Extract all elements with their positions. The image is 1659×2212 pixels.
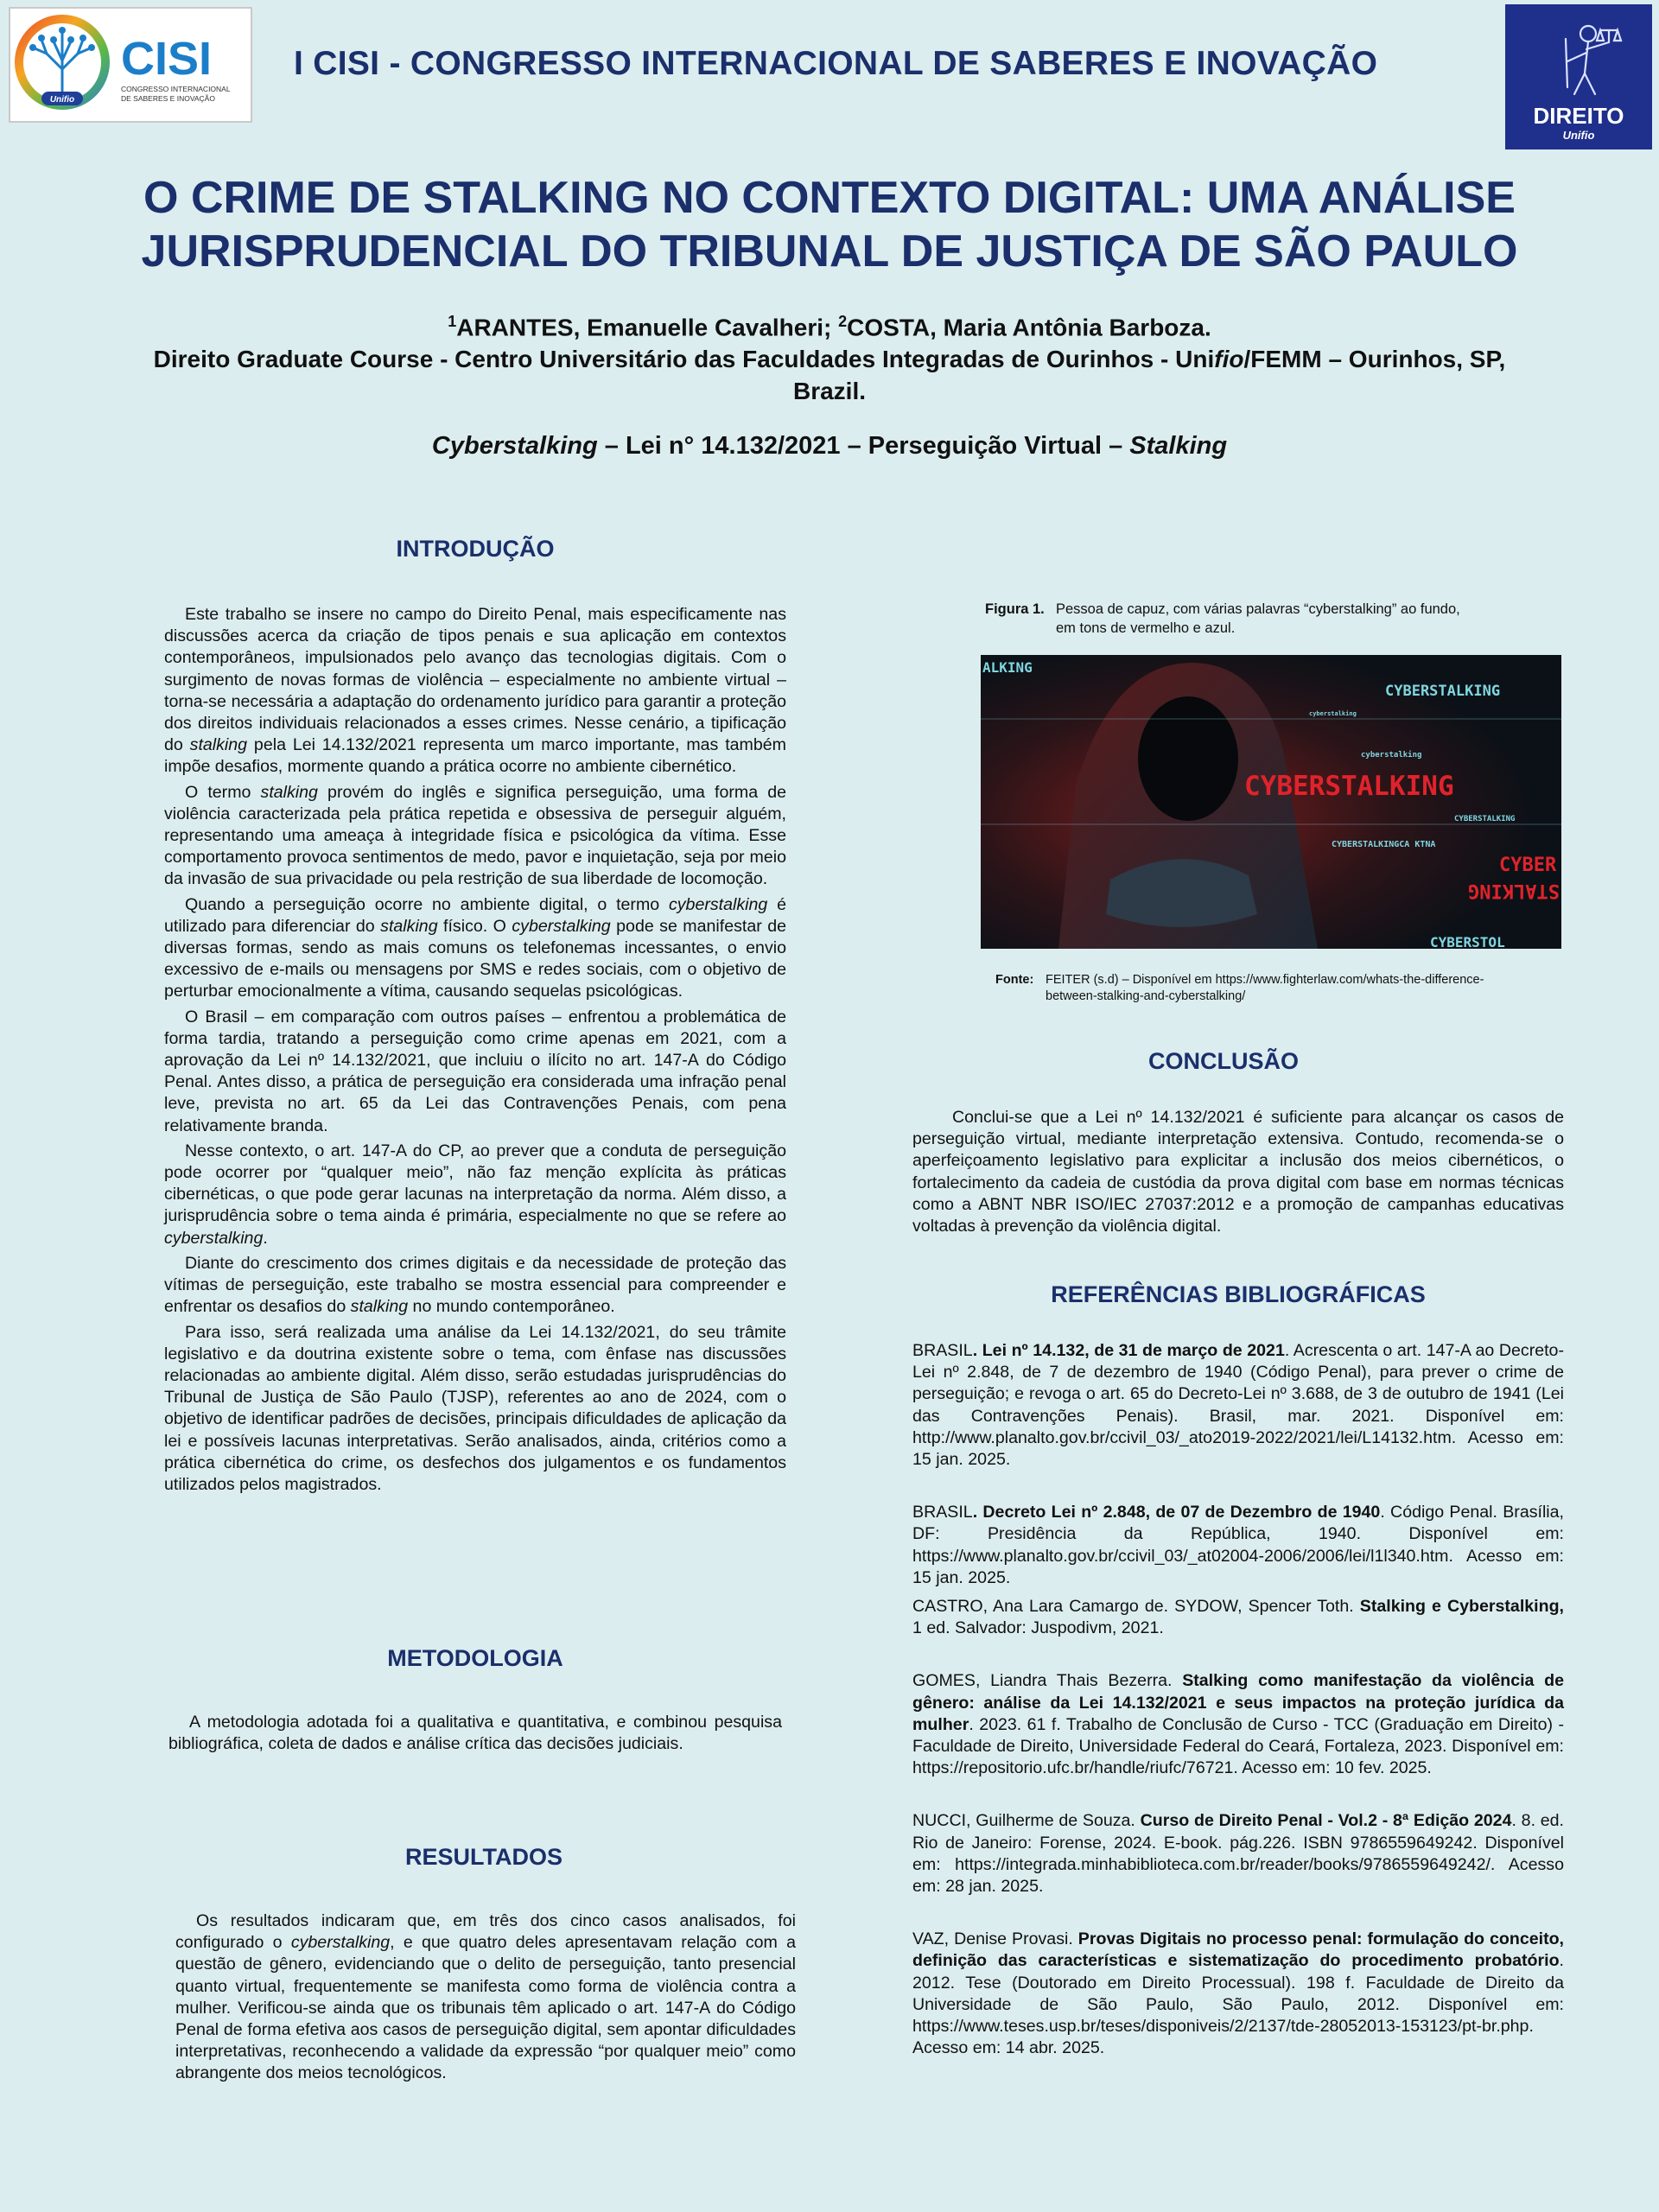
method-heading: METODOLOGIA <box>387 1645 563 1671</box>
ref-2-detail: . Código Penal. Brasília, DF: Presidência da República, 1940. Disponível em: https://www.planalto.gov.br/ccivil_03/_at02004-2006/2006/lei/l1l340.htm. Acesso em: 15 jan. 2025. <box>912 1503 1564 1587</box>
author-2: COSTA, Maria Antônia Barboza. <box>847 314 1211 341</box>
intro-paragraph-1 <box>164 604 786 779</box>
cisi-logo-subtitle-2: DE SABERES E INOVAÇÃO <box>121 94 215 103</box>
direito-logo-badge: Unifio <box>1562 129 1595 142</box>
intro-p1-text-a: Este trabalho se insere no campo do Direito Penal, mais especificamente nas discussões acerca da criação de tipos penais e sua aplicação em contextos contemporâneos, impulsionados pelo avanço das tecnologias digitais. Com o surgimento de novas formas de violência – especialmente no ambiente virtual – torna-se necessária a adaptação do ordenamento jurídico para garantir a proteção dos direitos individuais relacionados a esses crimes. Nesse cenário, a tipificação do <box>164 605 786 755</box>
figure-source-line-2: between-stalking-and-cyberstalking/ <box>1046 989 1246 1003</box>
intro-p5-text-c: . <box>263 1228 268 1248</box>
image-word-9: CYBERSTOL <box>1430 934 1505 949</box>
results-p1-text-c: , e que quatro deles apresentavam relação com a questão de gênero, evidenciando que o delito de perseguição, tanto presencial quanto virtual, frequentemente se manifesta como forma de violência contra a mulher. Verificou-se ainda que os tribunais têm aplicado o art. 147-A do Código Penal de forma efetiva aos casos de perseguição digital, sem apontar dificuldades interpretativas, reconhecendo a validade da expressão “por qualquer meio” como abrangente dos meios tecnológicos. <box>175 1933 796 2083</box>
ref-6-detail: . 2012. Tese (Doutorado em Direito Processual). 198 f. Faculdade de Direito da Universidade de São Paulo, São Paulo, 2012. Disponível em: https://www.teses.usp.br/teses/disponiveis/2/2137/tde-28052013-153123/pt-br.php. Acesso em: 14 abr. 2025. <box>912 1951 1564 2058</box>
ref-5-title: Curso de Direito Penal - Vol.2 - 8ª Edição 2024 <box>1140 1811 1512 1831</box>
hooded-figure-illustration <box>981 655 1561 949</box>
ref-3-author: CASTRO, Ana Lara Camargo de. SYDOW, Spencer Toth. <box>912 1597 1360 1617</box>
ref-2-author: BRASIL <box>912 1503 973 1522</box>
image-word-3: cyberstalking <box>1361 751 1422 760</box>
reference-5 <box>912 1810 1564 1897</box>
affiliation-italic: fio <box>1214 346 1244 373</box>
ref-4-author: GOMES, Liandra Thais Bezerra. <box>912 1671 1183 1691</box>
reference-4 <box>912 1670 1564 1779</box>
results-p1-text-a: Os resultados indicaram que, em três dos cinco casos analisados, foi configurado o <box>175 1911 796 1953</box>
affiliation-pre: Direito Graduate Course - Centro Universitário das Faculdades Integradas de Ourinhos - Uni <box>153 346 1215 373</box>
results-heading: RESULTADOS <box>405 1844 563 1870</box>
poster-title <box>86 171 1573 278</box>
intro-heading: INTRODUÇÃO <box>396 536 555 562</box>
figure-caption-line-1: Pessoa de capuz, com várias palavras “cyberstalking” ao fundo, <box>1056 601 1460 617</box>
reference-3 <box>912 1596 1564 1639</box>
ref-5-detail: . 8. ed. Rio de Janeiro: Forense, 2024. E-book. pág.226. ISBN 9786559649242. Disponível em: https://integrada.minhabiblioteca.com.br/reader/books/9786559649242/. Acesso em: 28 jan. 2025. <box>912 1811 1564 1897</box>
direito-logo <box>1505 4 1652 149</box>
unifio-badge-text: Unifio <box>49 95 75 105</box>
figure-caption <box>985 600 1521 638</box>
affiliation-line-2: Brazil. <box>792 378 867 405</box>
results-paragraph-1 <box>175 1910 796 2085</box>
conclusion-heading: CONCLUSÃO <box>1148 1048 1299 1074</box>
intro-p3-text-a: Quando a perseguição ocorre no ambiente digital, o termo <box>185 894 669 914</box>
image-word-10: cyberstalking <box>1309 710 1357 717</box>
intro-p3-italic-d: stalking <box>380 916 438 936</box>
image-word-8-mirrored: STALKING <box>1468 880 1560 901</box>
intro-paragraph-4: O Brasil – em comparação com outros países – enfrentou a problemática de forma tardia, tratando a perseguição como crime apenas em 2021, com a aprovação da Lei nº 14.132/2021, que incluiu o ilícito no art. 147-A do Código Penal. Antes disso, a prática de perseguição era considerada uma infração penal leve, prevista no art. 65 da Lei das Contravenções Penais, com pena relativamente branda. <box>164 1007 786 1135</box>
figure-source-line-1: FEITER (s.d) – Disponível em https://www.fighterlaw.com/whats-the-difference- <box>1046 973 1484 987</box>
direito-logo-text: DIREITO <box>1533 103 1624 129</box>
intro-p3-text-c: é utilizado para diferenciar do <box>164 894 786 936</box>
references-list <box>912 1340 1564 2068</box>
intro-paragraph-6 <box>164 1253 786 1319</box>
justice-statue-icon <box>1505 4 1652 149</box>
author-1-superscript: 1 <box>448 313 457 330</box>
figure-image-hooded-person <box>981 655 1561 949</box>
intro-p3-italic-f: cyberstalking <box>512 916 611 936</box>
method-paragraph-1: A metodologia adotada foi a qualitativa e quantitativa, e combinou pesquisa bibliográfica, coleta de dados e análise crítica das decisões judiciais. <box>168 1713 782 1754</box>
references-heading: REFERÊNCIAS BIBLIOGRÁFICAS <box>1051 1281 1426 1307</box>
cisi-logo <box>9 7 252 123</box>
keyword-stalking: Stalking <box>1129 432 1228 460</box>
intro-paragraph-3 <box>164 894 786 1003</box>
intro-paragraph-5 <box>164 1141 786 1249</box>
intro-p3-text-g: pode se manifestar de diversas formas, sendo as mais comuns os telefonemas incessantes, o envio excessivo de e-mails ou mensagens por SMS e redes sociais, com o objetivo de perturbar emocionalmente a vítima, causando sequelas psicológicas. <box>164 916 787 1001</box>
keywords-line <box>69 432 1590 461</box>
ref-1-title: . Lei nº 14.132, de 31 de março de 2021 <box>972 1341 1285 1360</box>
conclusion-paragraph-1: Conclui-se que a Lei nº 14.132/2021 é suficiente para alcançar os casos de perseguição virtual, mediante interpretação extensiva. Contudo, recomenda-se o aperfeiçoamento legislativo para explicitar a inclusão dos meios cibernéticos, o fortalecimento da cadeia de custódia da prova digital com base em normas técnicas como a ABNT NBR ISO/IEC 27037:2012 e a promoção de campanhas educativas voltadas à prevenção da violência digital. <box>912 1108 1564 1236</box>
intro-p6-text-c: no mundo contemporâneo. <box>408 1297 615 1317</box>
reference-1 <box>912 1340 1564 1471</box>
image-word-4: CYBERSTALKING <box>1244 771 1454 802</box>
intro-p3-italic-b: cyberstalking <box>668 894 768 914</box>
poster-title-line-1: O CRIME DE STALKING NO CONTEXTO DIGITAL: UMA ANÁLISE <box>143 173 1516 223</box>
intro-paragraph-2 <box>164 782 786 891</box>
figure-label: Figura 1. <box>985 601 1045 617</box>
method-body <box>168 1712 782 1758</box>
image-word-1: ALKING <box>982 659 1033 676</box>
intro-p6-text-a: Diante do crescimento dos crimes digitais e da necessidade de proteção das vítimas de perseguição, este trabalho se mostra essencial para compreender e enfrentar os desafios do <box>164 1253 786 1317</box>
figure-caption-row <box>985 600 1521 638</box>
image-word-5: CYBERSTALKING <box>1454 815 1516 823</box>
intro-p5-text-a: Nesse contexto, o art. 147-A do CP, ao prever que a conduta de perseguição pode ocorrer por “qualquer meio”, não faz menção explícita às práticas cibernéticas, o que pode gerar lacunas na interpretação da norma. Além disso, a jurisprudência sobre o tema ainda é primária, especialmente no que se refere ao <box>164 1141 786 1226</box>
figure-source-row <box>995 972 1531 1005</box>
intro-p5-italic: cyberstalking <box>164 1228 264 1248</box>
keyword-middle: – Lei n° 14.132/2021 – Perseguição Virtual – <box>597 432 1130 460</box>
image-word-7: CYBER <box>1499 855 1557 876</box>
intro-p2-text-a: O termo <box>185 782 261 802</box>
intro-p3-text-e: físico. O <box>437 916 512 936</box>
ref-1-detail: . Acrescenta o art. 147-A ao Decreto-Lei nº 2.848, de 7 de dezembro de 1940 (Código Penal), para prever o crime de perseguição; e revoga o art. 65 do Decreto-Lei nº 3.688, de 3 de outubro de 1941 (Lei das Contravenções Penais). Brasil, mar. 2021. Disponível em: http://www.planalto.gov.br/ccivil_03/_ato2019-2022/2021/lei/L14132.htm. Acesso em: 15 jan. 2025. <box>912 1341 1564 1470</box>
ref-6-title: Provas Digitais no processo penal: formulação do conceito, definição das características e sistematização do procedimento probatório <box>912 1929 1565 1971</box>
cisi-tree-logo-icon <box>10 9 251 121</box>
image-word-6: CYBERSTALKINGCA KTNA <box>1332 840 1436 849</box>
intro-p2-text-c: provém do inglês e significa perseguição, uma forma de violência caracterizada pela prática repetida e obsessiva de perseguir alguém, representando uma ameaça à integridade física e psicológica da vítima. Esse comportamento provoca sentimentos de medo, pavor e inquietação, seja por meio da invasão de sua privacidade ou pela restrição de sua liberdade de locomoção. <box>164 782 786 889</box>
figure-source-label: Fonte: <box>995 973 1034 987</box>
ref-5-author: NUCCI, Guilherme de Souza. <box>912 1811 1141 1831</box>
author-2-superscript: 2 <box>838 313 848 330</box>
author-line <box>69 306 1590 343</box>
ref-3-title: Stalking e Cyberstalking, <box>1359 1597 1564 1617</box>
ref-3-detail: 1 ed. Salvador: Juspodivm, 2021. <box>912 1618 1164 1638</box>
ref-4-title: Stalking como manifestação da violência de gênero: análise da Lei 14.132/2021 e seus impactos na proteção jurídica da mulher <box>912 1671 1565 1734</box>
ref-4-detail: . 2023. 61 f. Trabalho de Conclusão de Curso - TCC (Graduação em Direito) - Faculdade de Direito, Universidade Federal do Ceará, Fortaleza, 2023. Disponível em: https://repositorio.ufc.br/handle/riufc/76721. Acesso em: 10 fev. 2025. <box>912 1714 1564 1778</box>
intro-p1-italic: stalking <box>189 735 248 755</box>
reference-6 <box>912 1929 1564 2059</box>
intro-p1-text-c: pela Lei 14.132/2021 representa um marco importante, mas também impõe desafios, mormente quando a prática ocorre no ambiente cibernético. <box>164 735 786 777</box>
affiliation-line <box>69 343 1590 375</box>
results-p1-italic: cyberstalking <box>290 1933 391 1953</box>
affiliation-post: /FEMM – Ourinhos, SP, <box>1243 346 1506 373</box>
cisi-logo-text: CISI <box>121 33 213 85</box>
results-body <box>175 1910 796 2088</box>
intro-p2-italic: stalking <box>260 782 318 802</box>
conclusion-body <box>912 1107 1564 1241</box>
intro-p6-italic: stalking <box>350 1297 409 1317</box>
figure-caption-text <box>1056 600 1460 638</box>
intro-paragraph-7: Para isso, será realizada uma análise da Lei 14.132/2021, do seu trâmite legislativo e da doutrina existente sobre o tema, com ênfase nas discussões relacionadas ao ambiente digital. Além disso, serão estudadas jurisprudências do Tribunal de Justiça de São Paulo (TJSP), referentes ao ano de 2024, com o objetivo de identificar padrões de decisões, principais dificuldades de aplicação da lei e possíveis lacunas interpretativas. Serão analisados, ainda, critérios como a prática cibernética do crime, os desfechos dos julgamentos e os fundamentos utilizados pelos magistrados. <box>164 1322 786 1494</box>
keyword-cyberstalking: Cyberstalking <box>431 432 598 460</box>
figure-source <box>995 972 1531 1005</box>
ref-1-author: BRASIL <box>912 1341 973 1360</box>
figure-source-text <box>1046 972 1484 1005</box>
cisi-logo-subtitle-1: CONGRESSO INTERNACIONAL <box>121 85 231 93</box>
intro-body <box>164 604 786 1499</box>
poster-title-line-2: JURISPRUDENCIAL DO TRIBUNAL DE JUSTIÇA DE SÃO PAULO <box>141 226 1518 276</box>
hood-face-shadow <box>1138 696 1238 821</box>
author-1: ARANTES, Emanuelle Cavalheri; <box>456 314 839 341</box>
reference-2 <box>912 1502 1564 1589</box>
image-word-2: CYBERSTALKING <box>1385 683 1501 700</box>
ref-6-author: VAZ, Denise Provasi. <box>912 1929 1078 1949</box>
conference-title: I CISI - CONGRESSO INTERNACIONAL DE SABERES E INOVAÇÃO <box>294 45 1378 82</box>
authors-block <box>69 306 1590 407</box>
ref-2-title: . Decreto Lei nº 2.848, de 07 de Dezembro de 1940 <box>972 1503 1381 1522</box>
figure-caption-line-2: em tons de vermelho e azul. <box>1056 620 1236 636</box>
